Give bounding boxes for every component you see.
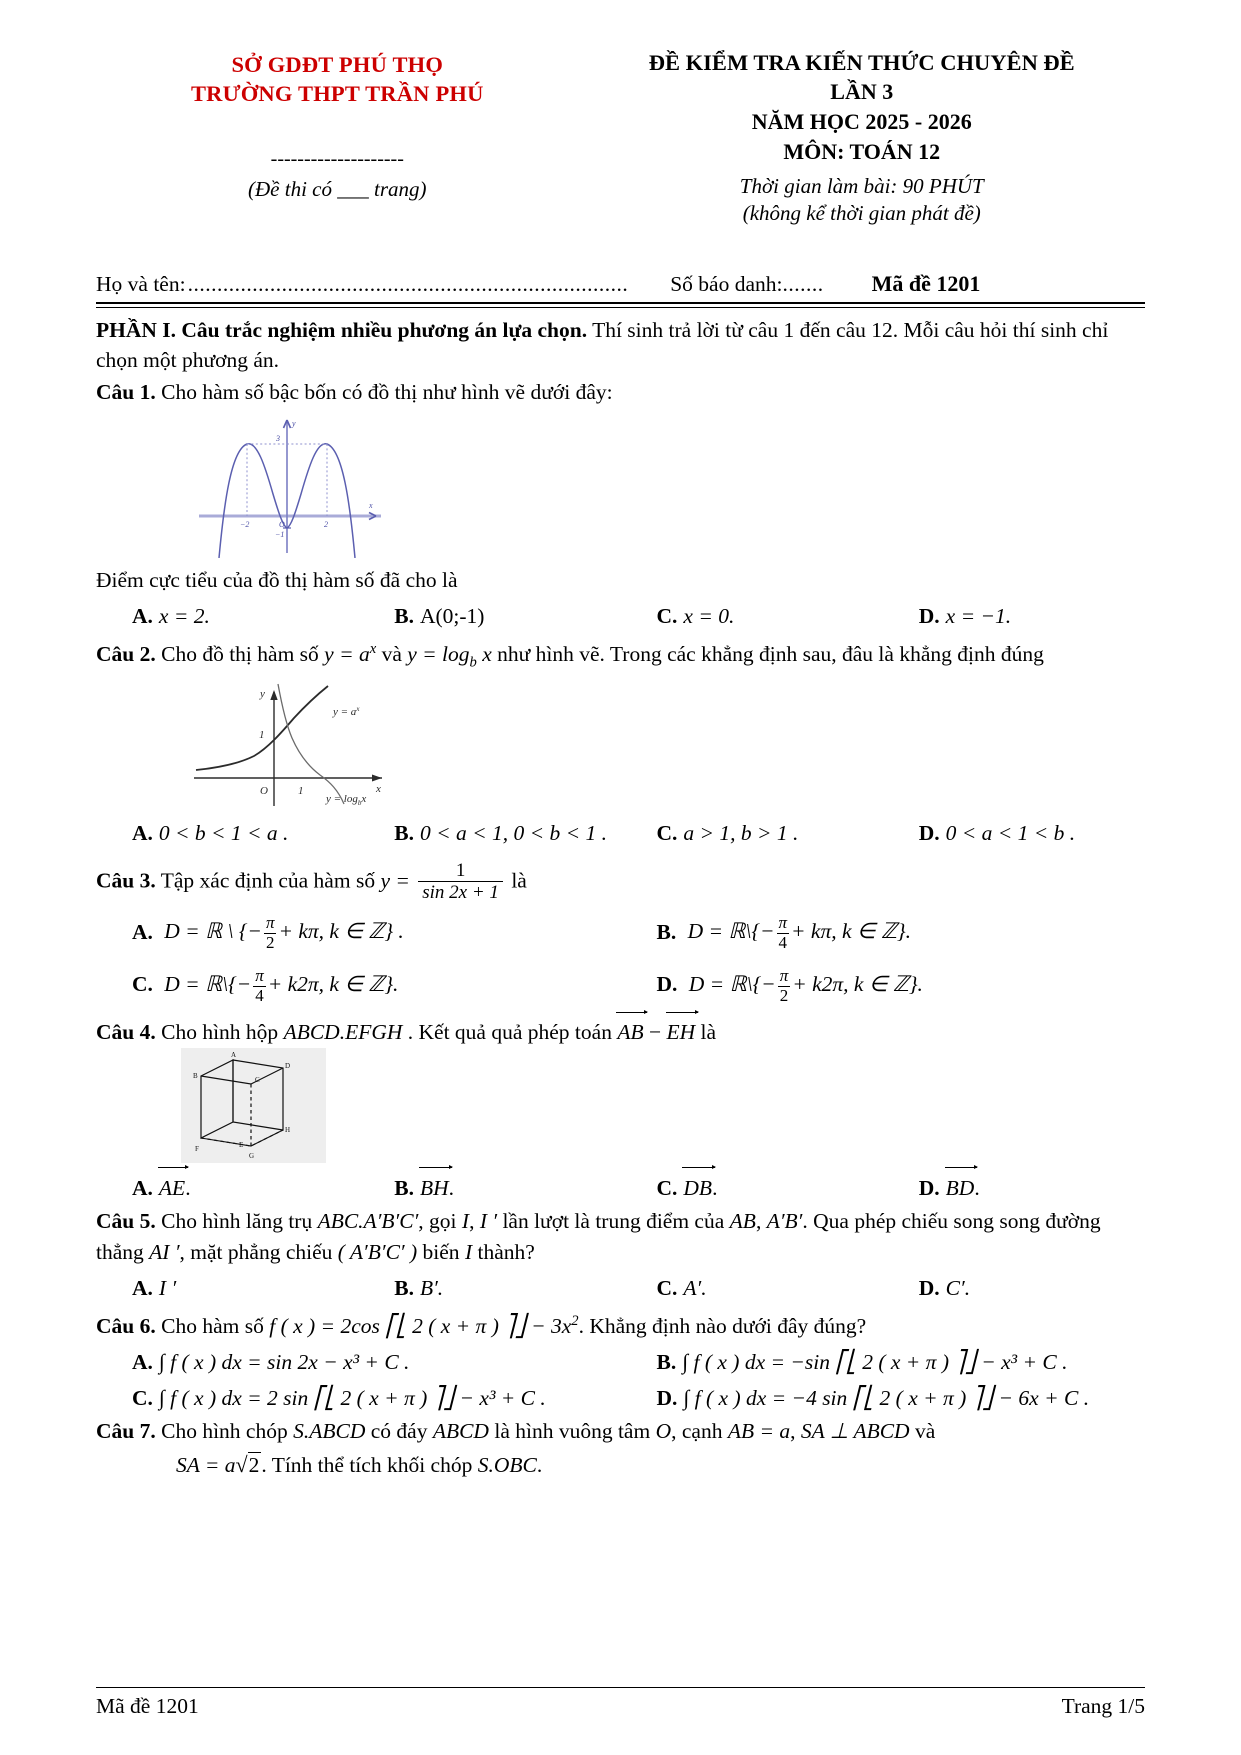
q7-text-mid1: có đáy [370,1419,428,1444]
vertex-F: F [195,1145,199,1154]
option-b[interactable] [358,817,620,849]
question-3-y: y = [380,868,410,893]
option-a-vector: AE [159,1172,185,1204]
option-b-text: 0 < a < 1, 0 < b < 1 . [419,820,608,845]
option-b-letter: B. [394,1276,414,1301]
vertex-C: C [255,1076,260,1085]
exam-round: LẦN 3 [830,79,894,104]
q5-plane: ( A′B′C′ ) [337,1240,418,1265]
vertex-G: G [249,1152,255,1161]
exam-code: Mã đề 1201 [871,271,981,296]
question-2-options [96,817,1145,849]
option-a-fraction [264,914,277,952]
q6-stem-post: . Khẳng định nào dưới đây đúng? [578,1314,867,1339]
option-d[interactable] [883,1172,1145,1204]
option-d-text: C′. [945,1276,971,1301]
question-4-solid: ABCD.EFGH [283,1020,403,1045]
option-d[interactable] [621,967,1146,1005]
question-4-stem-pre: Cho hình hộp [161,1020,279,1045]
option-c[interactable] [621,817,883,849]
option-c-fraction [253,967,266,1005]
option-d[interactable] [883,600,1145,632]
question-5-options [96,1272,1145,1304]
option-a[interactable] [96,914,621,952]
vector-ab: AB [617,1017,643,1048]
question-7 [96,1416,1145,1447]
fn2-sub: b [469,653,477,670]
option-a[interactable] [96,600,358,632]
school-name: TRƯỜNG THPT TRẦN PHÚ [190,81,484,106]
question-7-line2 [96,1449,1145,1481]
option-a-text: 0 < b < 1 < a . [158,820,289,845]
question-6 [96,1306,1145,1342]
option-c-letter: C. [132,1386,153,1411]
option-c-letter: C. [656,1176,678,1201]
option-a-text: x = 2. [158,603,210,628]
option-a-letter: A. [132,1276,153,1301]
pages-note: (Đề thi có ___ trang) [248,177,427,201]
question-3 [96,861,1145,905]
option-c-tail: . [712,1176,718,1201]
q7-sa-pre: SA = a [176,1453,236,1478]
option-b-vector: BH [420,1172,449,1204]
q7-text-mid3: , cạnh [671,1419,723,1444]
q5-text1-post: . Qua phép chiếu song song đường thẳng [96,1209,1101,1265]
square-root-icon: √2 [235,1452,260,1478]
option-c[interactable] [621,1272,883,1304]
option-d-text: ∫ f ( x ) dx = −4 sin ⎡⎣ 2 ( x + π ) ⎤⎦ − 6x + C . [683,1386,1090,1411]
question-4-stem-mid: . Kết quả quả phép toán [407,1020,612,1045]
name-label: Họ và tên: [96,272,186,296]
option-c-pre: D = ℝ\{− [164,971,252,996]
question-2-stem-post: như hình vẽ. Trong các khẳng định sau, đâu là khẳng định đúng [497,641,1044,666]
fraction-denominator: sin 2x + 1 [422,882,499,904]
footer-row [96,1694,1145,1719]
page-header [96,48,1145,227]
option-a-letter: A. [132,1176,153,1201]
den: 2 [265,933,275,953]
svg-text:y = ax: $y = a^x$ [333,704,360,718]
option-c[interactable] [96,1382,621,1414]
option-b[interactable] [621,1346,1146,1378]
school-year: NĂM HỌC 2025 - 2026 [751,109,972,134]
name-dots[interactable]: ........................................................................... [187,272,629,296]
den: 2 [779,985,789,1005]
svg-text:x: x [369,500,373,510]
option-a-post: + kπ, k ∈ ℤ} . [278,919,404,944]
option-b-letter: B. [656,919,677,944]
question-4-label: Câu 4. [96,1020,156,1045]
option-d[interactable] [883,817,1145,849]
option-d-pre: D = ℝ\{− [688,971,776,996]
question-1-stem: Cho hàm số bậc bốn có đồ thị như hình vẽ dưới đây: [161,379,613,404]
fn2-pre: y = log [407,641,470,666]
sbd-dots[interactable]: ....... [782,272,824,296]
vertex-B: B [193,1072,198,1081]
num: π [779,965,789,985]
svg-text:3: 3 [276,433,280,443]
option-c-vector: DB [683,1172,712,1204]
option-a-pre: D = ℝ \ {− [164,919,262,944]
option-c[interactable] [621,1172,883,1204]
q5-Iprime: I ′ [479,1209,498,1234]
option-c-text: A′. [683,1276,707,1301]
q7-text-mid2: là hình vuông tâm [494,1419,651,1444]
sbd-label: Số báo danh: [670,272,783,296]
q7-cone: S.OBC [477,1453,537,1478]
question-1-stem2 [96,565,1145,596]
option-d-fraction [778,967,791,1005]
q5-text2-mid: , mặt phẳng chiếu [179,1240,333,1265]
option-a[interactable] [96,1272,358,1304]
question-1-options [96,600,1145,632]
part1-block [96,315,1145,375]
q7-text-mid4: , [790,1419,796,1444]
svg-text:2: 2 [324,519,328,529]
question-2-fn2 [407,641,492,670]
q7-line2-post: . Tính thể tích khối chóp [261,1453,473,1478]
vertex-H: H [285,1126,291,1135]
q5-I2: I [464,1240,473,1265]
question-1-stem2-text: Điểm cực tiểu của đồ thị hàm số đã cho là [96,567,458,592]
option-b[interactable] [358,1172,620,1204]
option-c-text: x = 0. [683,603,735,628]
option-a-text: ∫ f ( x ) dx = sin 2x − x³ + C . [158,1350,410,1375]
q7-base: ABCD [432,1419,489,1444]
question-3-stem-post: là [511,868,527,893]
option-b-pre: D = ℝ\{− [687,919,775,944]
footer-page-number: Trang 1/5 [1061,1694,1145,1718]
q5-comma2: , [755,1209,762,1234]
vertex-D: D [285,1062,291,1071]
option-c-post: + k2π, k ∈ ℤ}. [267,971,399,996]
vertex-E: E [239,1141,244,1150]
question-2-stem-pre: Cho đồ thị hàm số [161,641,319,666]
exam-subject: MÔN: TOÁN 12 [783,139,941,164]
option-a-letter: A. [132,603,153,628]
num: π [265,913,275,933]
option-c-text: a > 1, b > 1 . [683,820,799,845]
question-3-fraction [418,860,503,904]
option-a-text: I ′ [158,1276,177,1301]
option-b[interactable] [358,1272,620,1304]
option-d[interactable] [621,1382,1146,1414]
candidate-id-line [96,271,1145,297]
option-b-letter: B. [394,603,414,628]
option-d-letter: D. [918,820,940,845]
option-a-letter: A. [132,919,153,944]
sqrt-radicand: 2 [248,1453,260,1478]
option-d-letter: D. [656,1386,678,1411]
q5-prism: ABC.A′B′C′ [317,1209,419,1234]
q5-text2-mid2: biến [422,1240,460,1265]
option-c-letter: C. [132,971,153,996]
exam-title: ĐỀ KIỂM TRA KIẾN THỨC CHUYÊN ĐỀ [648,50,1075,75]
figure-1-wrap [96,408,1145,563]
option-d-post: + k2π, k ∈ ℤ}. [792,971,923,996]
fraction-numerator: 1 [418,860,503,882]
option-c-letter: C. [656,1276,678,1301]
q6-fx: f ( x ) = 2cos ⎡⎣ 2 ( x + π ) ⎤⎦ − 3x [269,1314,572,1339]
option-d-letter: D. [918,1276,940,1301]
question-6-options-row1 [96,1346,1145,1378]
question-4 [96,1017,1145,1048]
option-c[interactable] [96,967,621,1005]
svg-text:y: y [292,418,296,428]
header-right [579,48,1145,227]
question-1-label: Câu 1. [96,379,156,404]
den: 4 [255,985,264,1005]
svg-text:−1: −1 [275,529,285,539]
part1-heading: PHẦN I. Câu trắc nghiệm nhiều phương án lựa chọn. [96,317,588,342]
den: 4 [778,933,788,953]
q5-text1-mid: , gọi [418,1209,457,1234]
option-b-text: ∫ f ( x ) dx = −sin ⎡⎣ 2 ( x + π ) ⎤⎦ − x³ + C . [682,1350,1068,1375]
q7-edge: AB = a [727,1419,791,1444]
exam-duration-note: (không kể thời gian phát đề) [742,201,981,225]
footer-exam-code: Mã đề 1201 [96,1694,199,1718]
q7-center: O [655,1419,672,1444]
option-d-text: 0 < a < 1 < b . [945,820,1076,845]
question-1 [96,377,1145,408]
figure-3-wrap [96,1048,1145,1168]
question-4-stem-post: là [700,1020,717,1045]
parallelepiped-diagram [181,1048,326,1168]
svg-text:y = logbx: $y = \log_bx$ [326,792,367,807]
question-5 [96,1206,1145,1268]
q5-AIp: AI ′ [149,1240,180,1265]
question-6-options-row2 [96,1382,1145,1414]
option-b-letter: B. [394,820,414,845]
header-divider: -------------------- [270,148,404,170]
option-c[interactable] [621,600,883,632]
question-2-label: Câu 2. [96,641,156,666]
q5-I: I [461,1209,470,1234]
num: π [255,965,264,985]
question-3-label: Câu 3. [96,868,156,893]
question-5-label: Câu 5. [96,1209,156,1234]
q7-line2-end: . [536,1453,543,1478]
page-footer [96,1687,1145,1719]
option-d-letter: D. [918,1176,940,1201]
question-6-label: Câu 6. [96,1314,156,1339]
option-a-letter: A. [132,820,153,845]
header-rule [96,302,1145,308]
svg-text:O: O [279,519,285,529]
svg-text:O: O [260,784,268,797]
option-d[interactable] [883,1272,1145,1304]
exam-duration: Thời gian làm bài: 90 PHÚT [739,174,984,198]
vertex-A: A [231,1051,237,1060]
option-c-letter: C. [656,820,678,845]
question-3-stem-pre: Tập xác định của hàm số [160,868,376,893]
option-b-text: A(0;-1) [419,603,485,628]
footer-rule [96,1687,1145,1688]
minus-sign: − [648,1020,662,1045]
figure-2-wrap [96,678,1145,813]
fn2-post: x [482,641,492,666]
option-a[interactable] [96,1346,621,1378]
option-d-letter: D. [656,971,678,996]
q7-pyramid: S.ABCD [293,1419,366,1444]
option-d-vector: BD [946,1172,975,1204]
exp-log-graph [186,678,416,813]
fn1-base: y = a [324,641,370,666]
question-2 [96,634,1145,678]
question-2-fn1 [324,642,376,666]
option-b-post: + kπ, k ∈ ℤ}. [791,919,911,944]
num: π [778,913,788,933]
q5-text1-mid2: lần lượt là trung điểm của [502,1209,725,1234]
svg-text:1: 1 [259,728,265,741]
option-b-letter: B. [394,1176,414,1201]
part1-instruction: Thí sinh trả lời từ câu 1 đến câu 12. Mỗi câu hỏi thí sinh chỉ chọn một phương án. [96,317,1109,372]
question-3-options-row2 [96,967,1145,1005]
option-d-text: x = −1. [945,603,1012,628]
vector-eh: EH [667,1017,696,1048]
svg-text:1: 1 [298,784,304,797]
svg-text:x: x [376,782,381,795]
q7-text-mid5: và [914,1419,936,1444]
option-d-letter: D. [918,603,940,628]
q5-text1-pre: Cho hình lăng trụ [161,1209,313,1234]
option-a-tail: . [185,1176,191,1201]
question-2-mid: và [381,641,402,666]
option-d-tail: . [974,1176,980,1201]
option-a[interactable] [96,817,358,849]
quartic-graph [191,408,391,563]
fn1-exponent: x [369,640,377,657]
question-3-options-row1 [96,914,1145,952]
q5-AB: AB [729,1209,756,1234]
q5-ApBp: A′B′ [766,1209,803,1234]
svg-text:y: y [260,687,265,700]
q6-stem-pre: Cho hàm số [161,1314,264,1339]
q6-fx-sup: 2 [571,1313,579,1330]
q7-perpendicular: SA ⊥ ABCD [800,1419,910,1444]
question-7-label: Câu 7. [96,1419,156,1444]
question-4-options [96,1172,1145,1204]
q5-comma: , [469,1209,475,1234]
department-name: SỞ GDĐT PHÚ THỌ [231,52,444,77]
option-c-letter: C. [656,603,678,628]
q6-function [269,1314,578,1338]
header-left [96,48,579,227]
option-b[interactable] [358,600,620,632]
option-c-text: ∫ f ( x ) dx = 2 sin ⎡⎣ 2 ( x + π ) ⎤⎦ − x³ + C . [158,1386,546,1411]
option-a[interactable] [96,1172,358,1204]
option-b-text: B′. [419,1276,444,1301]
q5-text2-post: thành? [477,1240,535,1265]
option-b-letter: B. [656,1350,677,1375]
option-b-fraction [777,914,790,952]
svg-text:−2: −2 [240,519,250,529]
option-b[interactable] [621,914,1146,952]
option-b-tail: . [448,1176,455,1201]
q7-text-pre: Cho hình chóp [161,1419,288,1444]
option-a-letter: A. [132,1350,153,1375]
